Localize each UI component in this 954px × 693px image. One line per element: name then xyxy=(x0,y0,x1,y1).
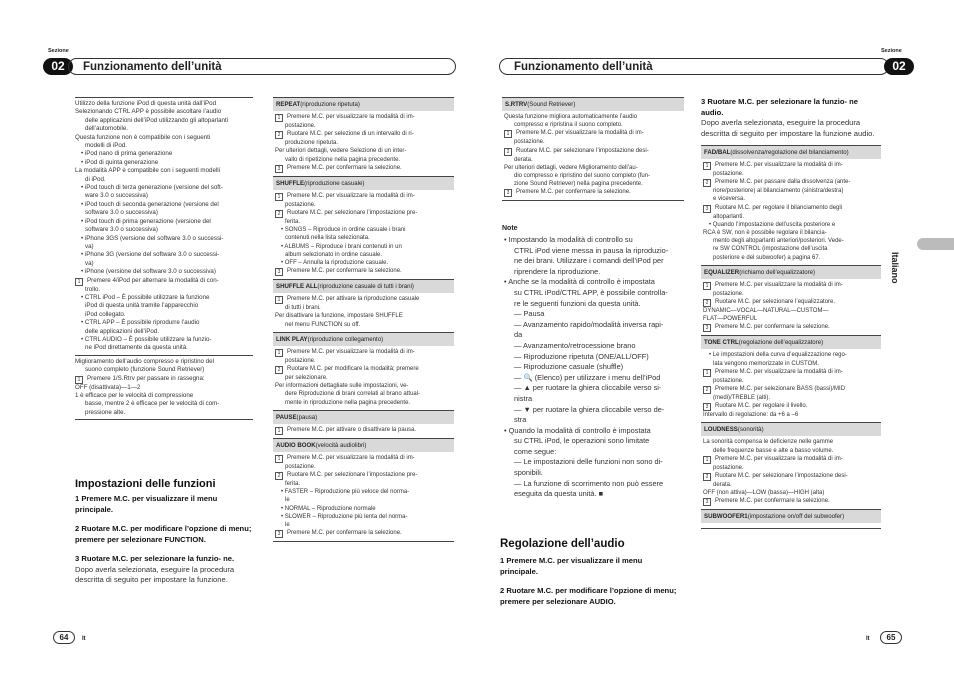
settings-box-subtitle: (dissolvenza/regolazione del bilanciamento) xyxy=(730,149,849,156)
settings-box-header xyxy=(273,280,454,293)
text-line: 1 è efficace per le velocità di compressione xyxy=(75,392,194,399)
text-line: • Quando l’impostazione dell’uscita posteriore e xyxy=(709,221,836,228)
text-line: di iPod. xyxy=(85,175,106,183)
text-line: 1 Premere M.C. per visualizzare la modalità di im- xyxy=(504,129,684,138)
text-line: (medi)/TREBLE (alti). xyxy=(713,395,771,402)
text-line: La sonorità compensa le deficienze nelle gamme xyxy=(703,439,834,446)
note-line: — ▼ per ruotare la ghiera cliccabile verso de- xyxy=(514,404,665,414)
settings-box-title: PAUSE xyxy=(276,413,297,421)
text-line: dere Riproduzione di brani correlati al brano attual- xyxy=(285,391,421,398)
text-line: • iPod nano di prima generazione xyxy=(81,150,173,158)
settings-box-subtitle: (velocità audiolibri) xyxy=(315,441,367,449)
settings-box-title: SHUFFLE ALL xyxy=(276,283,318,291)
settings-box-header xyxy=(273,333,454,346)
note-line: • Impostando la modalità di controllo su xyxy=(504,235,633,244)
text-line: Intervallo di regolazione: da +6 a –6 xyxy=(703,412,799,419)
text-line: postazione. xyxy=(285,463,316,470)
settings-box-header xyxy=(273,439,454,452)
step-number-icon: 2 xyxy=(703,386,711,394)
step-number-icon: 1 xyxy=(504,130,512,138)
left-steps xyxy=(75,494,255,586)
text-line: produzione ripetuta. xyxy=(285,140,339,147)
text-line: 3 Premere M.C. per confermare la selezione. xyxy=(703,323,881,332)
note-line: su CTRL iPod, le operazioni sono limitate xyxy=(514,436,650,446)
text-line: pressione alte. xyxy=(85,408,126,416)
text-line: le xyxy=(285,522,290,529)
text-line: 3 Premere M.C. per confermare la selezione. xyxy=(504,188,684,197)
audio-step-1: 1 Premere M.C. per visualizzare il menu principale. xyxy=(500,556,643,576)
text-line: 2 Premere M.C. per selezionare BASS (bassi)/MID xyxy=(703,385,881,394)
text-line: iPod collegato. xyxy=(85,310,126,318)
text-line: modelli di iPod. xyxy=(85,142,127,150)
text-line: • iPhone 3GS (versione del software 3.0 o successi- xyxy=(81,234,224,242)
note-line: ne dei brani. Utilizzare i comandi dell’iPod per xyxy=(514,256,664,266)
audio-functions-column xyxy=(701,97,881,528)
settings-box-subtitle: (riproduzione collegamento) xyxy=(307,335,384,343)
note-line: CTRL iPod viene messa in pausa la riproduzio- xyxy=(514,245,669,255)
settings-box xyxy=(273,176,454,280)
text-line: le xyxy=(285,497,290,504)
step-number-icon: 1 xyxy=(275,296,283,304)
text-line: va) xyxy=(85,259,94,267)
text-line: Per ulteriori dettagli, vedere Miglioramento dell’au- xyxy=(504,164,638,171)
note-line: — ▲ per ruotare la ghiera cliccabile verso si- xyxy=(514,383,662,393)
settings-box-header xyxy=(502,98,684,111)
note-line: nistra xyxy=(514,393,533,403)
step-number-icon: 1 xyxy=(275,349,283,357)
text-line: di tutti i brani. xyxy=(285,305,321,312)
text-line: 1 Premere M.C. per visualizzare la modalità di im- xyxy=(703,281,881,290)
note-title: Note xyxy=(502,225,518,232)
text-line: 2 Ruotare M.C. per selezionare l’equalizzatore. xyxy=(703,298,881,307)
text-line: • OFF – Annulla la riproduzione casuale. xyxy=(281,260,389,267)
text-line: 1 Premere M.C. per visualizzare la modalità di im- xyxy=(275,192,454,201)
settings-box-title: EQUALIZER xyxy=(704,268,740,276)
text-line: 3 Premere M.C. per confermare la selezione. xyxy=(275,529,454,538)
text-line: 2 Ruotare M.C. per selezionare l’impostazione desi- xyxy=(504,147,684,156)
text-line: OFF (non attiva)—LOW (bassa)—HIGH (alta) xyxy=(703,490,825,497)
lang-right: It xyxy=(866,636,870,642)
settings-box-subtitle: (pausa) xyxy=(296,413,318,421)
text-line: postazione. xyxy=(285,123,316,129)
note-line: — Avanzamento rapido/modalità inversa rapi- xyxy=(514,319,664,329)
text-line: FLAT—POWERFUL xyxy=(703,316,758,323)
step-number-icon: 1 xyxy=(703,456,711,464)
step-number-icon: 2 xyxy=(703,473,711,481)
note-block xyxy=(502,225,686,500)
text-line: mento degli altoparlanti anteriori/posteriori. Vede- xyxy=(713,238,844,245)
text-line: postazione. xyxy=(713,171,744,177)
text-line: • iPod touch di prima generazione (versione del xyxy=(81,217,211,225)
text-line: zione Sound Retriever) nella pagina precedente. xyxy=(514,181,643,188)
note-line: da xyxy=(514,330,523,340)
text-line: software 3.0 o successiva) xyxy=(85,226,158,234)
note-line: riprendere la riproduzione. xyxy=(514,266,601,276)
text-line: re SW CONTROL (impostazione dell’uscita xyxy=(713,246,828,253)
sezione-label-right: Sezione xyxy=(881,48,902,54)
step-number-icon: 3 xyxy=(275,165,283,173)
page-title-right: Funzionamento dell’unità xyxy=(499,58,889,75)
settings-box-header xyxy=(701,510,881,523)
lang-left: It xyxy=(82,636,86,642)
settings-box xyxy=(502,97,684,201)
text-line: posteriore e del subwoofer) a pagina 67. xyxy=(713,254,821,261)
section-title-audio: Regolazione dell’audio xyxy=(500,538,625,550)
step-number-icon: 1 xyxy=(75,278,83,286)
text-line: 1 Premere M.C. per visualizzare la modalità di im- xyxy=(703,455,881,464)
audio-step-2: 2 Ruotare M.C. per modificare l’opzione di menu; premere per selezionare AUDIO. xyxy=(500,586,677,606)
settings-box-title: REPEAT xyxy=(276,101,301,108)
text-line: ferita. xyxy=(285,219,301,226)
settings-box xyxy=(273,438,454,542)
text-line: postazione. xyxy=(713,464,744,471)
text-line: DYNAMIC—VOCAL—NATURAL—CUSTOM— xyxy=(703,308,829,315)
step-number-icon: 1 xyxy=(703,369,711,377)
note-line: stra xyxy=(514,415,527,425)
text-line: La modalità APP è compatibile con i seguenti modelli xyxy=(75,167,221,175)
text-line: postazione. xyxy=(713,290,744,297)
text-line: 2 Premere M.C. per passare dalla dissolvenza (ante- xyxy=(703,178,881,187)
text-line: • FASTER – Riproduzione più veloce del norma- xyxy=(281,489,410,496)
note-line: — 🔍 (Elenco) per utilizzare i menu dell’iPod xyxy=(514,372,661,382)
note-line: — Riproduzione ripetuta (ONE/ALL/OFF) xyxy=(514,351,649,361)
text-line: ferita. xyxy=(285,481,301,488)
step-number-icon: 2 xyxy=(275,366,283,374)
right-steps xyxy=(500,556,682,607)
settings-box-title: SHUFFLE xyxy=(276,179,305,187)
text-line: postazione. xyxy=(285,357,316,364)
text-line: postazione. xyxy=(713,377,744,384)
note-line: su CTRL iPod/CTRL APP, è possibile controlla- xyxy=(514,287,668,297)
text-line: Utilizzo della funzione iPod di questa unità dall’iPod xyxy=(75,100,217,107)
text-line: software 3.0 o successiva) xyxy=(85,209,158,217)
text-line: ware 3.0 o successiva) xyxy=(85,192,148,200)
text-line: mente in riproduzione nella pagina precedente. xyxy=(285,399,411,406)
step-number-icon: 1 xyxy=(275,114,283,122)
step-1: 1 Premere M.C. per visualizzare il menu principale. xyxy=(75,494,218,514)
text-line: Selezionando CTRL APP è possibile ascoltare l’audio xyxy=(75,108,222,116)
text-line: 1 Premere M.C. per visualizzare la modalità di im- xyxy=(275,454,454,463)
text-line: • iPod di quinta generazione xyxy=(81,158,159,166)
text-line: 2 Ruotare M.C. per selezionare l’impostazione pre- xyxy=(275,209,454,218)
step-number-icon: 1 xyxy=(275,427,283,435)
settings-box-subtitle: (richiamo dell’equalizzatore) xyxy=(739,268,816,276)
audio-step-3-body: Dopo averla selezionata, eseguire la procedura descritta di seguito per impostare la funzione audio. xyxy=(701,118,875,138)
text-line: • CTRL AUDIO – È possibile utilizzare la funzio- xyxy=(81,335,212,343)
settings-box-subtitle: (riproduzione casuale di tutti i brani) xyxy=(317,283,414,291)
text-line: • NORMAL – Riproduzione normale xyxy=(281,505,376,512)
settings-box-header xyxy=(273,411,454,424)
srtrv-box xyxy=(502,97,684,200)
settings-box-header xyxy=(701,146,881,159)
settings-box-subtitle: (sonorità) xyxy=(737,426,764,434)
step-number-icon: 3 xyxy=(703,324,711,332)
note-line: come segue: xyxy=(514,446,557,456)
text-line: ne iPod direttamente da questa unità. xyxy=(85,344,188,352)
settings-box-title: LOUDNESS xyxy=(704,426,738,434)
function-settings-column xyxy=(273,97,454,541)
step-number-icon: 2 xyxy=(703,179,711,187)
text-line: 2 Ruotare M.C. per selezionare l’impostazione desi- xyxy=(703,472,881,481)
text-line: album selezionato in ordine casuale. xyxy=(285,251,383,258)
text-line: basse, mentre 2 è efficace per le velocità di com- xyxy=(85,400,220,408)
note-line: re le seguenti funzioni da questa unità. xyxy=(514,298,641,308)
text-line: trollo. xyxy=(85,285,101,293)
text-line: dio compresso e ripristino del suono completo (fun- xyxy=(514,173,651,180)
note-line: • Quando la modalità di controllo è impostata xyxy=(504,425,651,435)
text-line: iPod di questa unità tramite l’apparecchio xyxy=(85,302,199,310)
text-line: OFF (disattivata)—1—2 xyxy=(75,383,141,391)
step-number-icon: 3 xyxy=(703,403,711,411)
text-line: • CTRL APP – È possibile riprodurre l’audio xyxy=(81,319,200,327)
settings-box xyxy=(701,145,881,266)
text-line: • iPhone (versione del software 3.0 o successiva) xyxy=(81,268,216,276)
text-line: • CTRL iPod – È possibile utilizzare la funzione xyxy=(81,293,210,301)
step-number-icon: 3 xyxy=(703,498,711,506)
step-number-icon: 1 xyxy=(75,376,83,384)
text-line: • iPod touch di terza generazione (versione del soft- xyxy=(81,184,223,192)
note-line: sponibili. xyxy=(514,468,543,478)
text-line: 2 Ruotare M.C. per modificare la modalità; premere xyxy=(275,365,454,374)
chapter-badge: 02 xyxy=(43,58,73,75)
step-number-icon: 1 xyxy=(275,455,283,463)
settings-box xyxy=(273,97,454,177)
text-line: dell’automobile. xyxy=(85,125,128,133)
settings-box xyxy=(273,410,454,439)
language-tab xyxy=(917,238,954,250)
text-line: Miglioramento dell’audio compresso e ripristino del xyxy=(75,357,214,365)
settings-box xyxy=(701,265,881,337)
step-number-icon: 2 xyxy=(275,131,283,139)
settings-box-header xyxy=(701,423,881,436)
text-line: 3 Ruotare M.C. per regolare il livello. xyxy=(703,402,881,411)
settings-box xyxy=(273,279,454,333)
text-line: postazione. xyxy=(514,139,545,146)
text-line: 2 Ruotare M.C. per selezionare l’impostazione pre- xyxy=(275,471,454,480)
text-line: 2 Ruotare M.C. per selezione di un intervallo di ri- xyxy=(275,130,454,139)
text-line: derata. xyxy=(514,156,533,163)
settings-box-subtitle: (impostazione on/off del subwoofer) xyxy=(747,513,845,521)
text-line: delle applicazioni dell’iPod utilizzando gli altoparlanti xyxy=(85,116,229,124)
settings-box-header xyxy=(701,336,881,349)
text-line: riore/posteriore) al bilanciamento (sinistra/destra) xyxy=(713,188,844,195)
text-line: nel menu FUNCTION su off. xyxy=(285,321,361,328)
settings-box-header xyxy=(273,98,454,111)
text-line: 1 Premere M.C. per visualizzare la modalità di im- xyxy=(275,348,454,357)
text-line: 3 Ruotare M.C. per regolare il bilanciamento degli xyxy=(703,204,881,213)
text-line: vallo di ripetizione nella pagina precedente. xyxy=(285,156,401,163)
step-number-icon: 1 xyxy=(703,162,711,170)
settings-box xyxy=(701,335,881,423)
text-line: 1 Premere M.C. per visualizzare la modalità di im- xyxy=(275,113,454,122)
step-number-icon: 3 xyxy=(275,268,283,276)
text-line: per selezionare. xyxy=(285,375,328,382)
section-title-impostazioni: Impostazioni delle funzioni xyxy=(75,478,216,490)
settings-box-subtitle: (riproduzione casuale) xyxy=(304,179,365,187)
note-line: — Pausa xyxy=(514,309,545,319)
note-line: — Le impostazioni delle funzioni non sono di- xyxy=(514,457,663,467)
text-line: 3 Premere M.C. per confermare la selezione. xyxy=(703,497,881,506)
settings-box xyxy=(701,422,881,510)
text-line: delle frequenze basse e alte a basso volume. xyxy=(713,447,834,454)
text-line: Per informazioni dettagliate sulle impostazioni, ve- xyxy=(275,383,409,390)
page-number-left: 64 xyxy=(53,631,75,644)
step-2: 2 Ruotare M.C. per modificare l’opzione di menu; premere per selezionare FUNCTION. xyxy=(75,524,252,544)
settings-box-subtitle: (Sound Retriever) xyxy=(527,101,576,108)
step-number-icon: 2 xyxy=(275,472,283,480)
step-3-body: Dopo averla selezionata, eseguire la procedura descritta di seguito per impostare la funzione. xyxy=(75,564,235,584)
text-line: contenuti nella lista selezionata. xyxy=(285,235,370,242)
language-side-label: Italiano xyxy=(890,252,900,284)
text-line: postazione. xyxy=(285,201,316,208)
chapter-badge-right: 02 xyxy=(884,58,914,75)
text-line: 1 Premere 1/S.Rtrv per passare in rassegna: xyxy=(75,375,253,384)
text-line: compresso e ripristina il suono completo. xyxy=(514,122,623,129)
sezione-label: Sezione xyxy=(48,48,69,54)
text-line: e viceversa. xyxy=(713,196,746,203)
text-line: suono completo (funzione Sound Retriever) xyxy=(85,366,205,374)
text-line: • SONGS – Riproduce in ordine casuale i brani xyxy=(281,227,406,234)
settings-box-title: SUBWOOFER1 xyxy=(704,513,748,521)
text-line: • ALBUMS – Riproduce i brani contenuti in un xyxy=(281,243,402,250)
step-number-icon: 2 xyxy=(504,148,512,156)
step-3: 3 Ruotare M.C. per selezionare la funzio- ne. xyxy=(75,554,235,563)
settings-box-header xyxy=(701,266,881,279)
text-line: altoparlanti. xyxy=(713,213,745,220)
text-line: 3 Premere M.C. per confermare la selezione. xyxy=(275,267,454,276)
ipod-info-box xyxy=(75,97,253,420)
text-line: va) xyxy=(85,242,94,250)
note-line: — La funzione di scorrimento non può essere xyxy=(514,478,664,488)
page-title: Funzionamento dell’unità xyxy=(68,58,456,75)
text-line: 1 Premere M.C. per visualizzare la modalità di im- xyxy=(703,368,881,377)
page-number-right: 65 xyxy=(880,631,902,644)
text-line: • SLOWER – Riproduzione più lenta del norma- xyxy=(281,513,408,520)
text-line: 3 Premere M.C. per confermare la selezione. xyxy=(275,164,454,173)
settings-box xyxy=(273,332,454,411)
text-line: • iPhone 3G (versione del software 3.0 o successi- xyxy=(81,251,220,259)
text-line: 1 Premere 4/iPod per alternare la modalità di con- xyxy=(75,277,253,286)
text-line: 1 Premere M.C. per attivare o disattivare la pausa. xyxy=(275,426,454,435)
step-number-icon: 3 xyxy=(504,189,512,197)
note-line: eseguita da questa unità. ■ xyxy=(514,489,604,499)
text-line: 1 Premere M.C. per visualizzare la modalità di im- xyxy=(703,161,881,170)
note-line: — Avanzamento/retrocessione brano xyxy=(514,340,636,350)
text-line: derata. xyxy=(713,482,732,489)
text-line: delle applicazioni dell’iPod. xyxy=(85,327,159,335)
settings-box-title: S.RTRV xyxy=(505,101,528,108)
step-number-icon: 1 xyxy=(703,282,711,290)
note-line: — Riproduzione casuale (shuffle) xyxy=(514,362,624,372)
settings-box-subtitle: (regolazione dell’equalizzatore) xyxy=(738,339,824,347)
text-line: 1 Premere M.C. per attivare la riproduzione casuale xyxy=(275,295,454,304)
settings-box-title: TONE CTRL xyxy=(704,339,739,347)
settings-box xyxy=(701,509,881,529)
text-line: Per ulteriori dettagli, vedere Selezione di un inter- xyxy=(275,148,407,155)
audio-step-3: 3 Ruotare M.C. per selezionare la funzio- ne audio. xyxy=(701,97,858,117)
settings-box-header xyxy=(273,177,454,190)
text-line: lata vengono memorizzate in CUSTOM. xyxy=(713,360,819,367)
text-line: • Le impostazioni della curva d’equalizzazione rego- xyxy=(709,352,847,359)
step-number-icon: 3 xyxy=(703,205,711,213)
step-number-icon: 2 xyxy=(703,299,711,307)
text-line: Questa funzione migliora automaticamente l’audio xyxy=(504,114,638,120)
text-line: RCA è SW, non è possibile regolare il bilancia- xyxy=(703,230,827,237)
text-line: Per disattivare la funzione, impostare SHUFFLE xyxy=(275,313,403,320)
step-number-icon: 2 xyxy=(275,210,283,218)
settings-box-title: FAD/BAL xyxy=(704,149,731,156)
settings-box-subtitle: (riproduzione ripetuta) xyxy=(300,101,360,108)
step-number-icon: 1 xyxy=(275,193,283,201)
text-line: • iPod touch di seconda generazione (versione del xyxy=(81,200,219,208)
text-line: Questa funzione non è compatibile con i seguenti xyxy=(75,133,211,141)
settings-box-title: AUDIO BOOK xyxy=(276,441,316,449)
settings-box-title: LINK PLAY xyxy=(276,335,308,343)
note-line: • Anche se la modalità di controllo è impostata xyxy=(504,277,655,287)
step-number-icon: 3 xyxy=(275,530,283,538)
